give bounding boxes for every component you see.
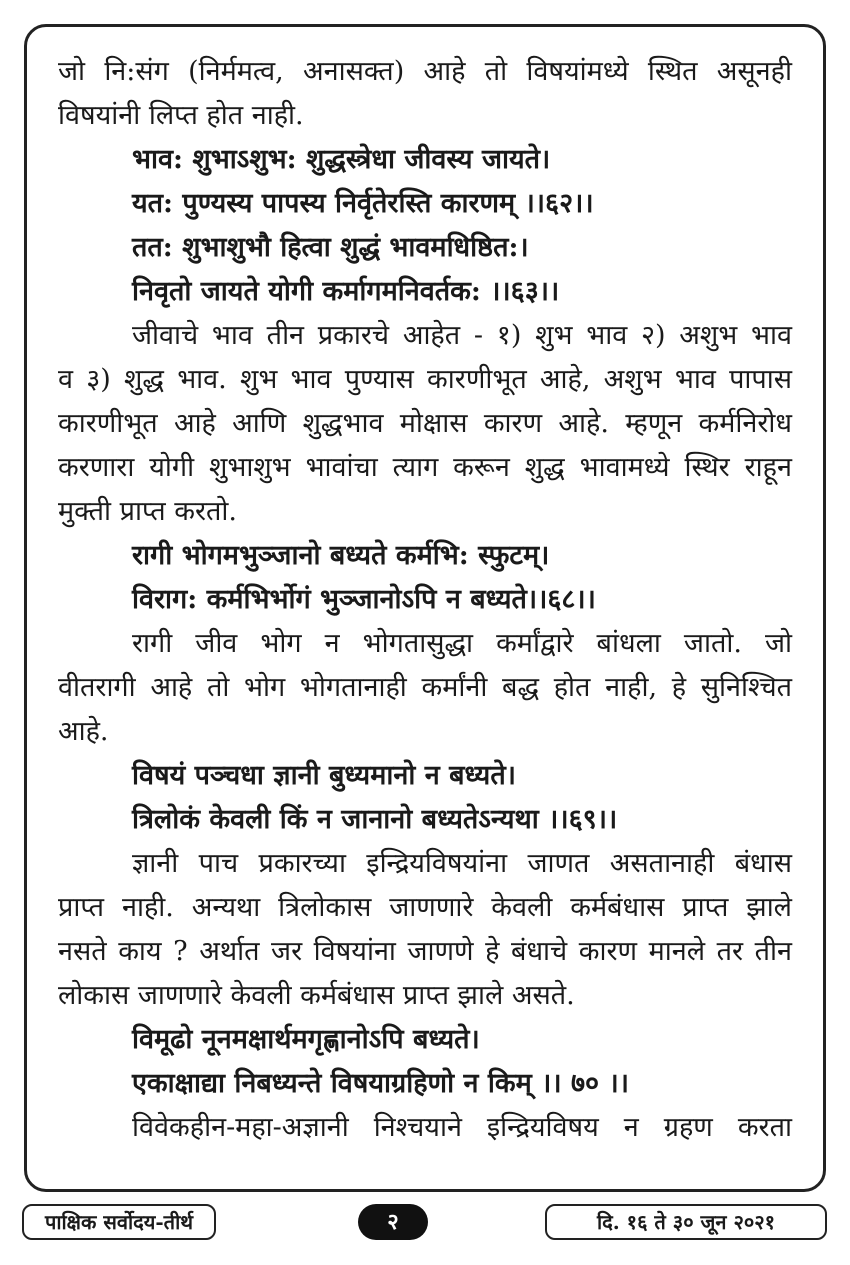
text-line: रागी जीव भोग न भोगतासुद्धा कर्मांद्वारे बांधला जातो. जो [132, 628, 792, 659]
text-line: करणारा योगी शुभाशुभ भावांचा त्याग करून शुद्ध भावामध्ये स्थिर राहून [58, 452, 792, 483]
text-line: वीतरागी आहे तो भोग भोगतानाही कर्मांनी बद्ध होत नाही, हे सुनिश्चित [58, 672, 792, 703]
page-number: २ [358, 1204, 428, 1240]
text-line: विवेकहीन-महा-अज्ञानी निश्चयाने इन्द्रियविषय न ग्रहण करता [132, 1112, 792, 1143]
text-line: आहे. [58, 716, 109, 747]
verse-line: तत: शुभाशुभौ हित्वा शुद्धं भावमधिष्ठित:। [132, 232, 529, 263]
verse-line: एकाक्षाद्या निबध्यन्ते विषयाग्रहिणो न किम् ।। ७० ।। [132, 1068, 629, 1099]
publication-name: पाक्षिक सर्वोदय-तीर्थ [22, 1204, 216, 1240]
text-line: जीवाचे भाव तीन प्रकारचे आहेत - १) शुभ भाव २) अशुभ भाव [132, 320, 792, 351]
verse-line: रागी भोगमभुञ्जानो बध्यते कर्मभि: स्फुटम्। [132, 540, 550, 571]
text-line: मुक्ती प्राप्त करतो. [58, 496, 237, 527]
text-line: ज्ञानी पाच प्रकारच्या इन्द्रियविषयांना जाणत असतानाही बंधास [132, 848, 792, 879]
text-line: प्राप्त नाही. अन्यथा त्रिलोकास जाणणारे केवली कर्मबंधास प्राप्त झाले [58, 892, 792, 923]
verse-line: त्रिलोकं केवली किं न जानानो बध्यतेऽन्यथा ।।६९।। [132, 804, 618, 835]
issue-date: दि. १६ ते ३० जून २०२१ [545, 1204, 827, 1240]
text-line: कारणीभूत आहे आणि शुद्धभाव मोक्षास कारण आहे. म्हणून कर्मनिरोध [58, 408, 792, 439]
verse-line: भाव: शुभाऽशुभ: शुद्धस्त्रेधा जीवस्य जायते। [132, 144, 551, 175]
text-line: नसते काय ? अर्थात जर विषयांना जाणणे हे बंधाचे कारण मानले तर तीन [58, 936, 792, 967]
verse-line: निवृतो जायते योगी कर्मागमनिवर्तक: ।।६३।। [132, 276, 560, 307]
page-body [58, 50, 792, 1150]
text-line: जो नि:संग (निर्ममत्व, अनासक्त) आहे तो विषयांमध्ये स्थित असूनही [58, 56, 792, 87]
verse-line: यत: पुण्यस्य पापस्य निर्वृतेरस्ति कारणम् ।।६२।। [132, 188, 594, 219]
text-line: विषयांनी लिप्त होत नाही. [58, 100, 304, 131]
verse-line: विमूढो नूनमक्षार्थमगृह्णानोऽपि बध्यते। [132, 1024, 480, 1055]
text-line: व ३) शुद्ध भाव. शुभ भाव पुण्यास कारणीभूत आहे, अशुभ भाव पापास [58, 364, 792, 395]
verse-line: विषयं पञ्चधा ज्ञानी बुध्यमानो न बध्यते। [132, 760, 516, 791]
verse-line: विराग: कर्मभिर्भोगं भुञ्जानोऽपि न बध्यते।।६८।। [132, 584, 596, 615]
text-line: लोकास जाणणारे केवली कर्मबंधास प्राप्त झाले असते. [58, 980, 575, 1011]
